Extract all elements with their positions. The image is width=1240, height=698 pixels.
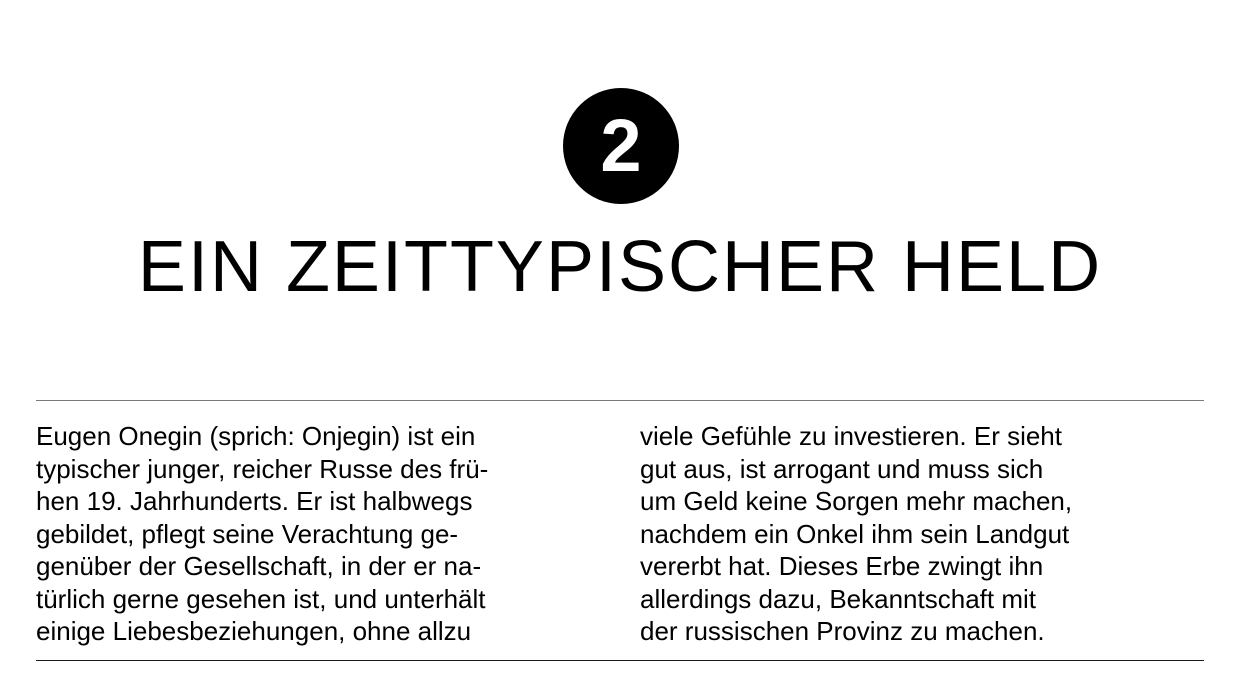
body-column-right [640,420,1200,648]
top-divider [36,400,1204,401]
chapter-title: EIN ZEITTYPISCHER HELD [137,227,1103,307]
body-line: viele Gefühle zu investieren. Er sieht [640,421,1062,451]
body-line: vererbt hat. Dieses Erbe zwingt ihn [640,551,1044,581]
body-line: gebildet, pflegt seine Verachtung ge- [36,518,459,549]
body-column-left [36,420,611,648]
chapter-number: 2 [600,104,642,187]
body-line: einige Liebesbeziehungen, ohne allzu [36,616,472,646]
body-line: genüber der Gesellschaft, in der er na- [36,551,482,581]
body-line: gut aus, ist arrogant und muss sich [640,453,1044,484]
body-line: um Geld keine Sorgen mehr machen, [640,486,1073,516]
bottom-divider [36,660,1204,661]
body-line: hen 19. Jahrhunderts. Er ist halbwegs [36,486,473,516]
body-line: der russischen Provinz zu machen. [640,616,1045,646]
body-line: nachdem ein Onkel ihm sein Landgut [640,518,1070,549]
body-line: türlich gerne gesehen ist, und unterhält [36,583,486,614]
body-line: allerdings dazu, Bekanntschaft mit [640,583,1036,614]
body-line: typischer junger, reicher Russe des frü- [36,453,489,484]
body-line: Eugen Onegin (sprich: Onjegin) ist ein [36,421,476,451]
chapter-number-badge [563,88,679,204]
